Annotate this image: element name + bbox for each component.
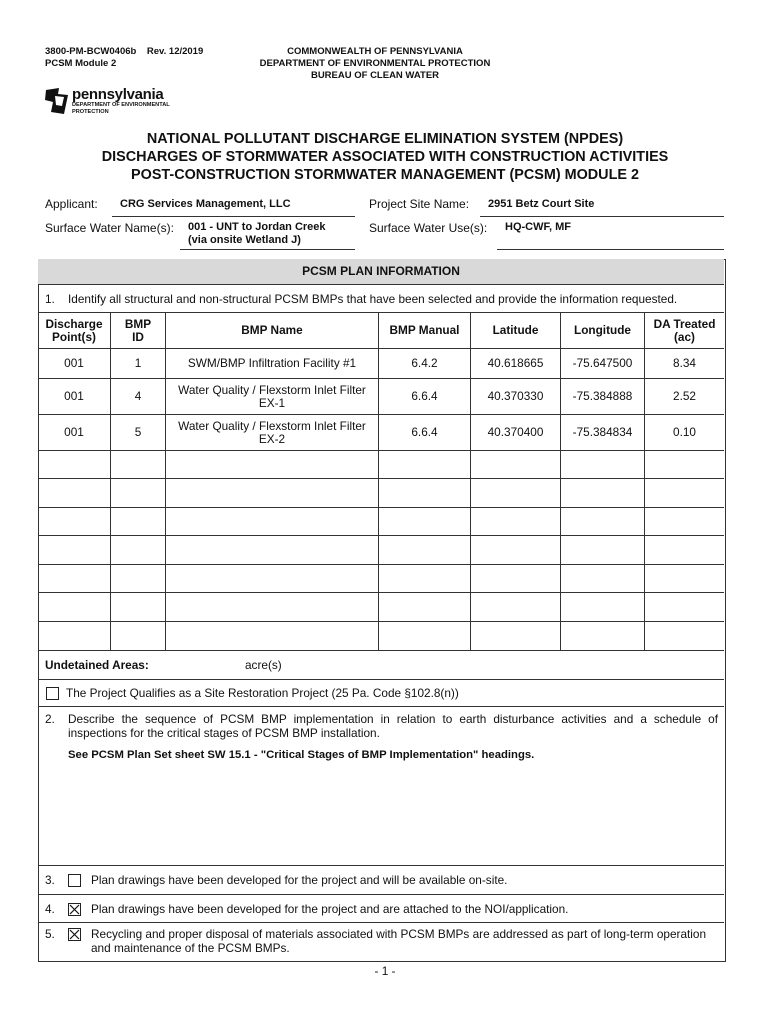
cell-discharge[interactable]: 001 [64,425,84,439]
cell-da-treated[interactable]: 0.10 [673,425,696,439]
surface-water-name-label: Surface Water Name(s): [45,221,174,235]
header-line: ID [132,329,144,344]
applicant-label: Applicant: [45,197,98,211]
cell-bmp-id[interactable]: 5 [134,425,142,439]
cell-latitude[interactable]: 40.618665 [487,356,544,370]
undetained-unit: acre(s) [245,658,282,672]
surface-water-name-line: (via onsite Wetland J) [188,234,301,246]
checked-x-icon [69,929,80,940]
agency-block [230,46,520,82]
undetained-label: Undetained Areas: [45,658,149,672]
agency-line: BUREAU OF CLEAN WATER [310,70,440,81]
cell-bmp-name[interactable]: SWM/BMP Infiltration Facility #1 [187,356,357,370]
form-number: 3800-PM-BCW0406b [45,46,137,57]
cell-discharge[interactable]: 001 [64,356,84,370]
cell-latitude[interactable]: 40.370400 [487,425,544,439]
cell-bmp-manual[interactable]: 6.4.2 [411,356,438,370]
item4-number: 4. [45,902,55,916]
section-heading: PCSM PLAN INFORMATION [38,259,724,285]
header-line: DA Treated [653,316,716,331]
col-header-da-treated [645,313,724,348]
applicant-field[interactable]: CRG Services Management, LLC [120,198,291,210]
item5-checkbox[interactable] [68,928,81,941]
col-header-discharge [38,313,110,348]
cell-bmp-id[interactable]: 4 [134,389,142,403]
title-line: NATIONAL POLLUTANT DISCHARGE ELIMINATION SYSTEM (NPDES) [146,131,624,147]
cell-line: EX-2 [258,431,286,446]
logo-subtitle: DEPARTMENT OF ENVIRONMENTAL PROTECTION [72,102,170,115]
item2-number: 2. [45,712,55,726]
item3-checkbox[interactable] [68,874,81,887]
col-header-bmp-manual: BMP Manual [389,323,460,337]
item5-text-line: Recycling and proper disposal of materials associated with PCSM BMPs are addressed as part of long-term operation [91,927,707,941]
site-restoration-checkbox[interactable] [46,687,59,700]
col-header-latitude: Latitude [492,323,539,337]
header-line: Discharge [45,316,103,331]
cell-bmp-name[interactable] [166,415,378,450]
item1-number: 1. [45,292,55,306]
item4-text: Plan drawings have been developed for the project and are attached to the NOI/application. [91,902,569,916]
cell-bmp-manual[interactable]: 6.6.4 [411,425,438,439]
page-number: - 1 - [374,964,396,978]
cell-line: Water Quality / Flexstorm Inlet Filter [178,418,366,433]
project-site-field[interactable]: 2951 Betz Court Site [488,198,595,210]
col-header-longitude: Longitude [573,323,631,337]
col-header-bmp-id [111,313,165,348]
cell-longitude[interactable]: -75.384888 [572,389,633,403]
revision: Rev. 12/2019 [146,46,204,57]
cell-da-treated[interactable]: 8.34 [673,356,696,370]
item3-number: 3. [45,873,55,887]
agency-line: DEPARTMENT OF ENVIRONMENTAL PROTECTION [259,58,491,69]
header-line: (ac) [674,329,695,344]
cell-discharge[interactable]: 001 [64,389,84,403]
item3-text: Plan drawings have been developed for the project and will be available on-site. [91,873,508,887]
agency-line: COMMONWEALTH OF PENNSYLVANIA [287,46,463,57]
surface-water-name-line: 001 - UNT to Jordan Creek [188,221,326,233]
cell-bmp-name[interactable] [166,379,378,414]
cell-bmp-id[interactable]: 1 [134,356,142,370]
header-line: BMP [124,316,152,331]
module-name: PCSM Module 2 [45,58,117,69]
item2-text-line: inspections for the critical stages of PCSM BMP installation. [68,726,380,740]
item5-text-line: and maintenance of the PCSM BMPs. [91,941,290,955]
item5-number: 5. [45,927,55,941]
col-header-bmp-name: BMP Name [241,323,303,337]
cell-line: EX-1 [258,395,286,410]
checked-x-icon [69,904,80,915]
header-line: Point(s) [52,329,96,344]
item2-text-line: Describe the sequence of PCSM BMP implementation in relation to earth disturbance activities and a schedule of [68,712,718,726]
site-restoration-text: The Project Qualifies as a Site Restoration Project (25 Pa. Code §102.8(n)) [66,686,459,700]
cell-bmp-manual[interactable]: 6.6.4 [411,389,438,403]
surface-water-use-label: Surface Water Use(s): [369,221,488,235]
form-id-block [45,46,203,70]
item2-answer[interactable]: See PCSM Plan Set sheet SW 15.1 - "Critical Stages of BMP Implementation" headings. [68,749,535,761]
cell-longitude[interactable]: -75.647500 [572,356,633,370]
cell-latitude[interactable]: 40.370330 [487,389,544,403]
pa-dep-logo [44,86,184,120]
cell-line: Water Quality / Flexstorm Inlet Filter [178,382,366,397]
form-title [40,130,730,184]
surface-water-use-field[interactable]: HQ-CWF, MF [505,221,571,233]
item1-text: Identify all structural and non-structural PCSM BMPs that have been selected and provide the information requested. [68,292,678,306]
title-line: POST-CONSTRUCTION STORMWATER MANAGEMENT (PCSM) MODULE 2 [131,167,639,183]
logo-wordmark: pennsylvania [72,86,164,103]
keystone-icon [44,86,70,116]
surface-water-name-field[interactable] [188,221,326,247]
project-site-label: Project Site Name: [369,197,470,211]
title-line: DISCHARGES OF STORMWATER ASSOCIATED WITH CONSTRUCTION ACTIVITIES [101,149,669,165]
cell-longitude[interactable]: -75.384834 [572,425,633,439]
cell-da-treated[interactable]: 2.52 [673,389,696,403]
item4-checkbox[interactable] [68,903,81,916]
